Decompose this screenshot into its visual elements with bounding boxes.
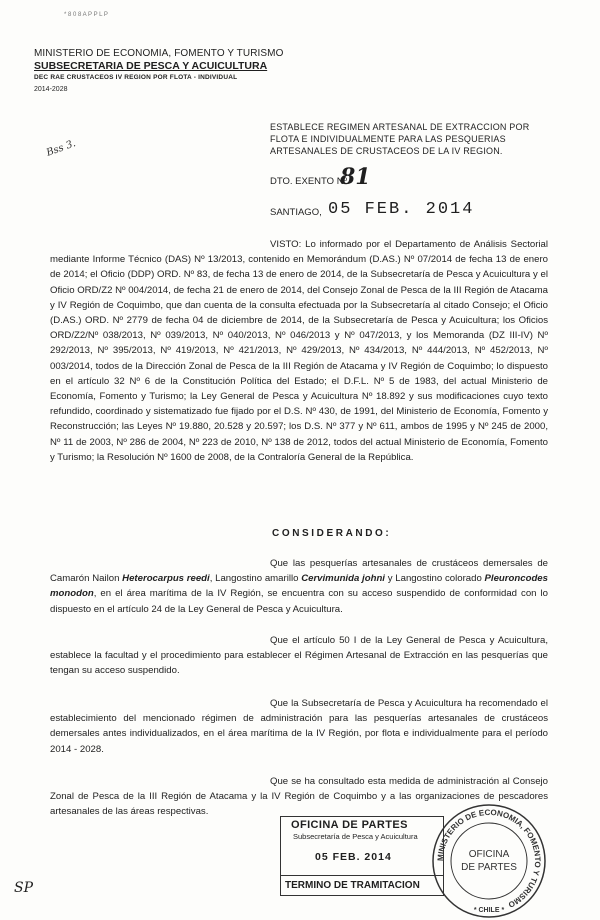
- p1-text-a: Que las pesquerías artesanales de crustáceos demersales de Camarón Nailon: [50, 558, 548, 585]
- stamp-title: OFICINA DE PARTES: [291, 819, 408, 831]
- reference-line: DEC RAE CRUSTACEOS IV REGION POR FLOTA - INDIVIDUAL: [34, 74, 238, 81]
- oficina-partes-stamp: [280, 816, 444, 896]
- santiago-label: SANTIAGO,: [270, 207, 322, 218]
- ministry-seal: [430, 802, 548, 920]
- subsecretaria-line: SUBSECRETARIA DE PESCA Y ACUICULTURA: [34, 60, 268, 72]
- date-stamp: 05 FEB. 2014: [328, 200, 475, 219]
- stamp-footer: TERMINO DE TRAMITACION: [285, 880, 420, 891]
- considerando-paragraph-2: Que el artículo 50 I de la Ley General de Pesca y Acuicultura, establece la facultad y el procedimiento para establecer el Régimen Artesanal de Extracción en las pesquerías que tengan su acceso suspendido.: [50, 635, 548, 677]
- dto-label: DTO. EXENTO Nº: [270, 176, 348, 187]
- seal-center-1: OFICINA: [468, 849, 510, 860]
- considerando-paragraph-3: Que la Subsecretaría de Pesca y Acuicultura ha recomendado el establecimiento del mencionado régimen de administración para las pesquerías artesanales de crustáceos demersales antes individualizados, en el área marítima de la IV Región, por flota e individualmente para el período 2014 - 2028.: [50, 698, 548, 755]
- handwritten-page-mark: Bss 3.: [45, 138, 78, 159]
- p1-text-d: , en el área marítima de la IV Región, se encuentra con su acceso suspendido de conformidad con lo dispuesto en el artículo 24 de la Ley General de Pesca y Acuicultura.: [50, 588, 548, 615]
- visto-paragraph: VISTO: Lo informado por el Departamento de Análisis Sectorial mediante Informe Técnico (DAS) Nº 13/2013, contenido en Memorándum (D.AS.) Nº 07/2014 de fecha 13 de enero de 2014; el Oficio (DDP) ORD. Nº 83, de fecha 13 de enero de 2014, de la Subsecretaría de Pesca y Acuicultura y el Oficio ORD/Z2 Nº 004/2014, de fecha 21 de enero de 2014, del Consejo Zonal de Pesca de la III Región de Atacama y IV Región de Coquimbo, que dan cuenta de la consulta efectuada por la Subsecretaría al citado Consejo; el Oficio (D.AS.) ORD. Nº 2779 de fecha 04 de diciembre de 2014, de la Subsecretaría de Pesca y Acuicultura; los Oficios ORD/Z2/Nº 038/2013, Nº 039/2013, Nº 040/2013, Nº 046/2013 y Nº 047/2013, y los Memoranda (DZ III-IV) Nº 292/2013, Nº 395/2013, Nº 419/2013, Nº 421/2013, Nº 429/2013, Nº 434/2013, Nº 444/2013, Nº 452/2013, Nº 003/2014, todos de la Dirección Zonal de Pesca de la III Región de Atacama y IV Región de Coquimbo; lo dispuesto en el artículo 32 Nº 6 de la Constitución Política del Estado; el D.F.L. Nº 5 de 1983, del actual Ministerio de Economía, Fomento y Turismo; la Ley General de Pesca y Acuicultura Nº 18.892 y sus modificaciones cuyo texto refundido, coordinado y sistematizado fue fijado por el D.S. Nº 430, de 1991, del Ministerio de Economía, Fomento y Reconstrucción; las Leyes Nº 19.880, 20.528 y 20.597; los D.S. Nº 377 y Nº 611, ambos de 1995 y Nº 245 de 2000, Nº 11 de 2003, Nº 286 de 2004, Nº 223 de 2010, Nº 138 de 2012, todos del actual Ministerio de Economía, Fomento y Turismo; la Resolución Nº 1600 de 2008, de la Contraloría General de la República.: [50, 239, 548, 463]
- considerando-paragraph-1: [50, 556, 548, 617]
- stamp-subtitle: Subsecretaría de Pesca y Acuicultura: [293, 832, 418, 841]
- species-pleuroncodes: Pleuroncodes monodon: [50, 573, 548, 600]
- decree-subject: ESTABLECE REGIMEN ARTESANAL DE EXTRACCION POR FLOTA E INDIVIDUALMENTE PARA LAS PESQUERIAS ARTESANALES DE CRUSTACEOS DE LA IV REGION.: [270, 122, 530, 156]
- letterhead: [34, 48, 284, 96]
- stamp-date: 05 FEB. 2014: [315, 851, 392, 863]
- dto-number: 81: [340, 164, 371, 190]
- seal-bottom: * CHILE *: [473, 907, 505, 914]
- stamp-divider: [281, 875, 443, 876]
- considerando-paragraph-4: Que se ha consultado esta medida de administración al Consejo Zonal de Pesca de la III Región de Atacama y la IV Región de Coquimbo y a las organizaciones de pescadores artesanales de las áreas respectivas.: [50, 776, 548, 818]
- seal-center-2: DE PARTES: [461, 862, 517, 873]
- p1-text-b: , Langostino amarillo: [209, 573, 302, 585]
- top-mark: * 8 0 8 A P P L P: [64, 12, 108, 18]
- period-line: 2014-2028: [34, 86, 68, 93]
- considerando-heading: CONSIDERANDO:: [272, 528, 392, 539]
- corner-initials: SP: [14, 880, 34, 896]
- species-heterocarpus: Heterocarpus reedi: [122, 573, 210, 585]
- ministry-line: MINISTERIO DE ECONOMIA, FOMENTO Y TURISMO: [34, 48, 284, 59]
- p1-text-c: y Langostino colorado: [384, 573, 485, 585]
- species-cervimunida: Cervimunida johni: [301, 573, 385, 585]
- seal-ring-text: MINISTERIO DE ECONOMIA, FOMENTO Y TURISMO: [435, 807, 543, 910]
